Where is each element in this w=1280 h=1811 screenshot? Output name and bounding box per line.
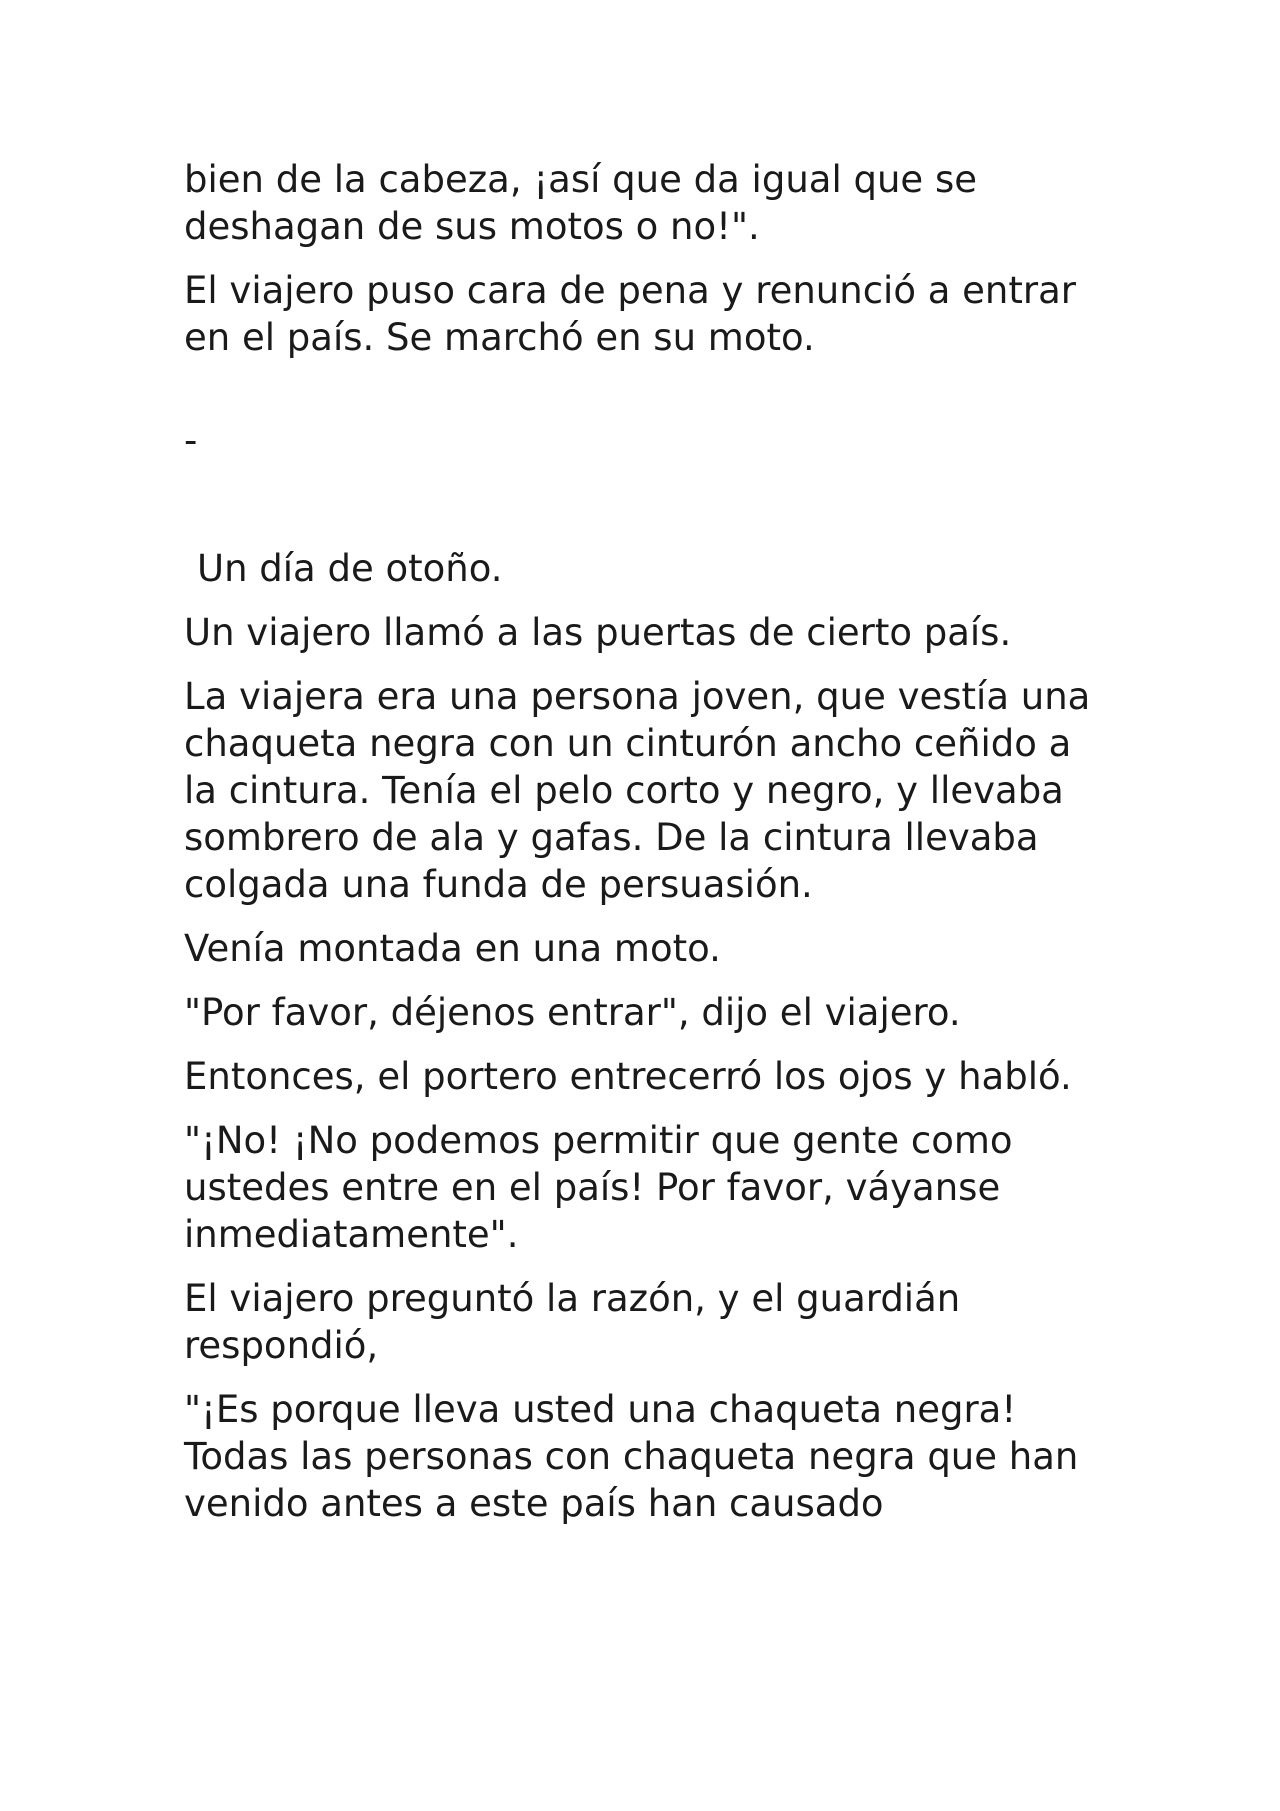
paragraph: Entonces, el portero entrecerró los ojos y habló.	[184, 1055, 1072, 1098]
scene-separator: -	[184, 419, 198, 462]
paragraph: El viajero puso cara de pena y renunció a entrar en el país. Se marchó en su moto.	[184, 269, 1076, 359]
paragraph: "¡Es porque lleva usted una chaqueta negra! Todas las personas con chaqueta negra que han venido antes a este país han causado	[184, 1388, 1079, 1525]
paragraph: La viajera era una persona joven, que vestía una chaqueta negra con un cinturón ancho ceñido a la cintura. Tenía el pelo corto y negro, y llevaba sombrero de ala y gafas. De la cintura llevaba colgada una funda de persuasión.	[184, 675, 1091, 906]
paragraph: El viajero preguntó la razón, y el guardián respondió,	[184, 1277, 961, 1367]
paragraph: Un viajero llamó a las puertas de cierto país.	[184, 611, 1012, 654]
paragraph: "¡No! ¡No podemos permitir que gente como ustedes entre en el país! Por favor, váyanse inmediatamente".	[184, 1119, 1013, 1256]
paragraph: "Por favor, déjenos entrar", dijo el viajero.	[184, 991, 961, 1034]
section-opening-line: Un día de otoño.	[197, 547, 503, 590]
page-text	[184, 156, 1104, 1544]
paragraph: bien de la cabeza, ¡así que da igual que se deshagan de sus motos o no!".	[184, 158, 977, 248]
paragraph: Venía montada en una moto.	[184, 927, 721, 970]
